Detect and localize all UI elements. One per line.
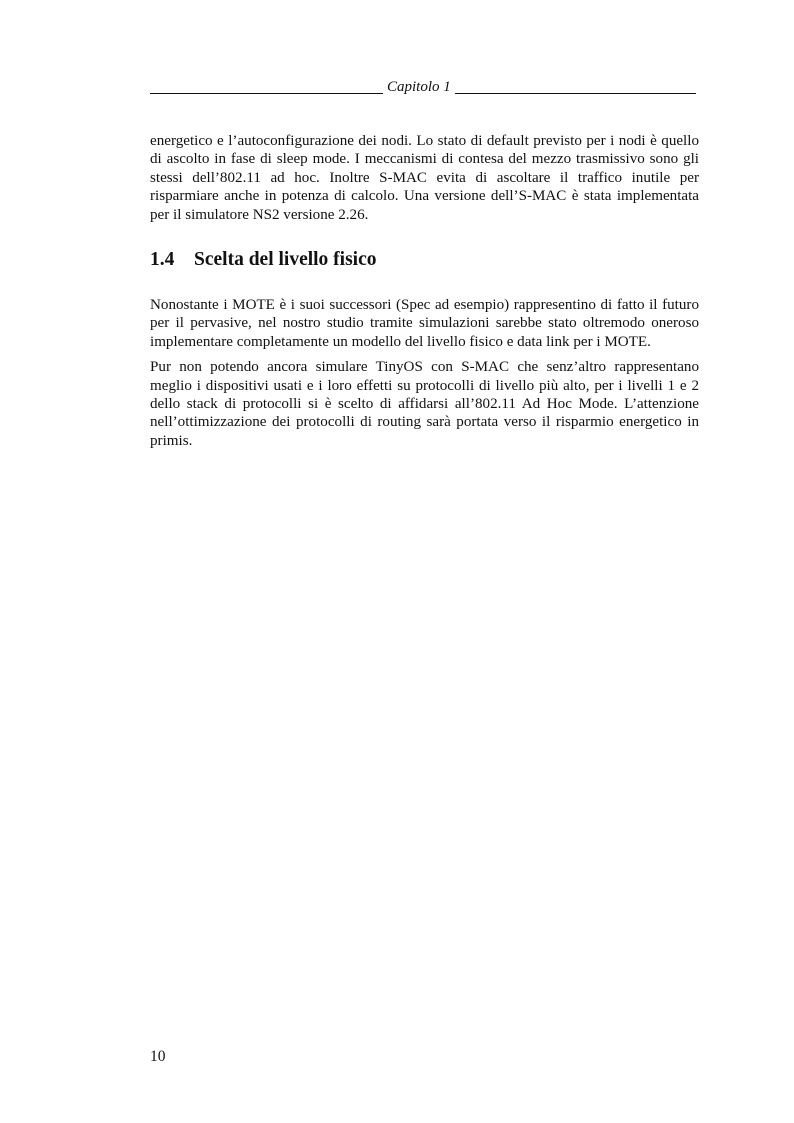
header-rule-right (455, 93, 696, 94)
section-number: 1.4 (150, 249, 175, 271)
header-chapter-title: Capitolo 1 (387, 79, 451, 95)
header-rule-left (150, 93, 383, 94)
page-body (150, 132, 699, 450)
paragraph: Pur non potendo ancora simulare TinyOS con S-MAC che senz’altro rappresentano meglio i dispositivi usati e i loro effetti su protocolli di livello più alto, per i livelli 1 e 2 dello stack di protocolli si è scelto di affidarsi all’802.11 Ad Hoc Mode. L’attenzione nell’ottimizzazione dei protocolli di routing sarà portata verso il risparmio energetico in primis. (150, 359, 699, 449)
paragraph: Nonostante i MOTE è i suoi successori (Spec ad esempio) rappresentino di fatto il futuro per il pervasive, nel nostro studio tramite simulazioni sarebbe stato oltremodo oneroso implementare completamente un modello del livello fisico e data link per i MOTE. (150, 297, 699, 350)
section-heading (150, 248, 699, 272)
section-title: Scelta del livello fisico (194, 249, 377, 271)
page-number: 10 (150, 1048, 166, 1065)
running-header (150, 76, 696, 98)
paragraph-continuation: energetico e l’autoconfigurazione dei nodi. Lo stato di default previsto per i nodi è quello di ascolto in fase di sleep mode. I meccanismi di contesa del mezzo trasmissivo sono gli stessi dell’802.11 ad hoc. Inoltre S-MAC evita di ascoltare il traffico inutile per risparmiare anche in potenza di calcolo. Una versione dell’S-MAC è stata implementata per il simulatore NS2 versione 2.26. (150, 133, 699, 223)
